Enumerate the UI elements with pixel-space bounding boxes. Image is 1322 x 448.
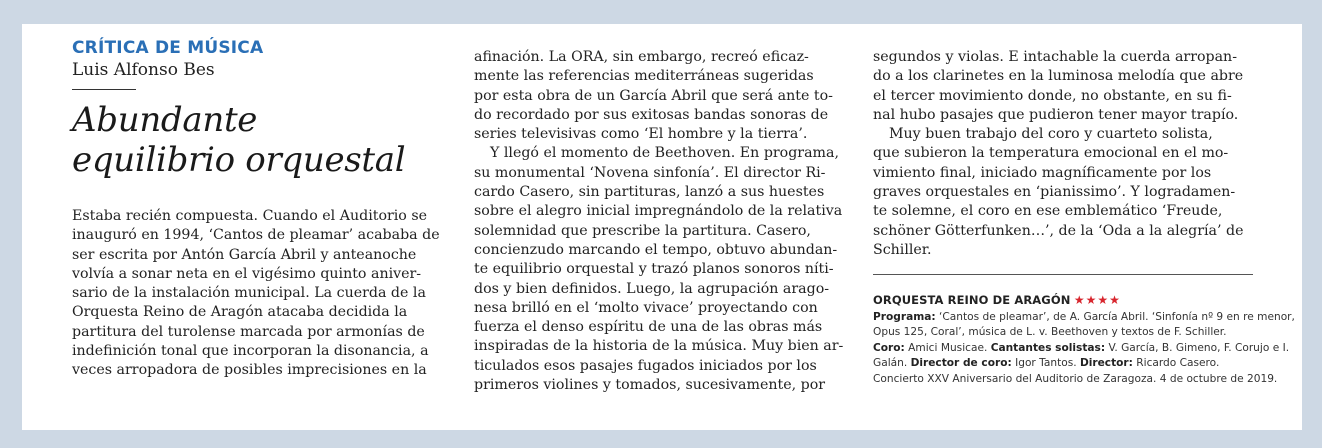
column-1 (72, 24, 452, 381)
text-line: dos y bien definidos. Luego, la agrupación arago- (474, 280, 830, 297)
text-line: sobre el alegro inicial impregnándolo de la relativa (474, 203, 843, 220)
dircoro-text: Igor Tantos. (1015, 357, 1077, 370)
text-line: Muy buen trabajo del coro y cuarteto solista, (889, 126, 1213, 143)
text-line: Estaba recién compuesta. Cuando el Auditorio se (72, 208, 428, 224)
text-line: series televisivas como ‘El hombre y la tierra’. (474, 126, 808, 143)
concierto-line: Concierto XXV Aniversario del Auditorio de Zaragoza. 4 de octubre de 2019. (873, 372, 1278, 385)
text-line: ticulados esos pasajes fugados iniciados por los (474, 357, 817, 374)
article-body-col1 (72, 207, 452, 381)
section-label: CRÍTICA DE MÚSICA (72, 38, 264, 58)
text-line: nesa brilló en el ‘molto vivace’ proyectando con (474, 299, 818, 316)
text-line: te solemne, el coro en ese emblemático ‘Freude, (873, 203, 1223, 220)
coro-label: Coro: (873, 341, 905, 354)
text-line: ser escrita por Antón García Abril y anteanoche (72, 246, 417, 263)
byline-divider (72, 89, 136, 90)
text-line: partitura del turolense marcada por armonías de (72, 323, 425, 340)
factbox-title: ORQUESTA REINO DE ARAGÓN (873, 293, 1071, 308)
author-byline: Luis Alfonso Bes (72, 60, 215, 80)
text-line: Schiller. (873, 241, 932, 258)
director-text: Ricardo Casero. (1136, 357, 1220, 370)
text-line: nal hubo pasajes que pudieron tener mayor trapío. (873, 106, 1239, 123)
rating-stars: ★★★★ (1073, 293, 1121, 308)
text-line: vimiento final, iniciado magníficamente por los (873, 164, 1212, 181)
text-line: afinación. La ORA, sin embargo, recreó eficaz- (474, 49, 809, 65)
text-line: schöner Götterfunken…’, de la ‘Oda a la alegría’ de (873, 222, 1244, 239)
programa-text-cont: Opus 125, Coral’, música de L. v. Beethoven y textos de F. Schiller. (873, 326, 1227, 339)
article-body-col3 (873, 48, 1253, 260)
solistas-label: Cantantes solistas: (990, 341, 1106, 354)
headline-line: Abundante (72, 100, 258, 140)
text-line: solemnidad que prescribe la partitura. Casero, (474, 222, 811, 239)
text-line: graves orquestales en ‘pianissimo’. Y logradamen- (873, 184, 1236, 201)
director-label: Director: (1079, 357, 1133, 370)
text-line: fuerza el denso espíritu de una de las obras más (474, 319, 823, 336)
solistas-text: V. García, B. Gimeno, F. Corujo e I. (1108, 341, 1290, 354)
text-line: por esta obra de un García Abril que será ante to- (474, 87, 833, 104)
dircoro-label: Director de coro: (910, 357, 1012, 370)
headline (72, 100, 452, 180)
text-line: do a los clarinetes en la luminosa melodía que abre (873, 68, 1244, 85)
text-line: el tercer movimiento donde, no obstante, en su fi- (873, 87, 1232, 104)
text-line: cardo Casero, sin partituras, lanzó a sus huestes (474, 184, 825, 201)
factbox-heading (873, 293, 1253, 310)
text-line: Y llegó el momento de Beethoven. En programa, (490, 145, 839, 162)
text-line: inauguró en 1994, ‘Cantos de pleamar’ acababa de (72, 227, 440, 244)
coro-text: Amici Musicae. (908, 341, 988, 354)
newspaper-clipping (22, 24, 1302, 430)
text-line: inspiradas de la historia de la música. Muy bien ar- (474, 338, 844, 355)
directors-line (873, 356, 1253, 372)
programa-text: ‘Cantos de pleamar’, de A. García Abril. ‘Sinfonía nº 9 en re menor, (939, 310, 1295, 323)
article-body-col2 (474, 48, 854, 395)
text-line: que subieron la temperatura emocional en el mo- (873, 145, 1229, 162)
column-3 (873, 24, 1295, 387)
text-line: veces arropadora de posibles imprecisiones en la (72, 362, 427, 379)
text-line: do recordado por sus exitosas bandas sonoras de (474, 106, 829, 123)
programa-label: Programa: (873, 310, 936, 323)
text-line: segundos y violas. E intachable la cuerda arropan- (873, 49, 1237, 65)
factbox-divider (873, 274, 1253, 275)
coro-line (873, 341, 1290, 357)
text-line: indefinición tonal que incorporan la disonancia, a (72, 343, 429, 360)
text-line: primeros violines y tomados, sucesivamente, por (474, 377, 826, 394)
text-line: concienzudo marcando el tempo, obtuvo abundan- (474, 241, 838, 258)
text-line: Orquesta Reino de Aragón atacaba decidida la (72, 304, 408, 321)
text-line: mente las referencias mediterráneas sugeridas (474, 68, 814, 85)
solistas-text-cont: Galán. (873, 357, 908, 370)
column-2 (474, 24, 854, 395)
concert-factbox (873, 293, 1295, 387)
text-line: su monumental ‘Novena sinfonía’. El director Ri- (474, 164, 826, 181)
headline-line: equilibrio orquestal (72, 140, 406, 180)
text-line: volvía a sonar neta en el vigésimo quinto aniver- (72, 265, 422, 282)
text-line: sario de la instalación municipal. La cuerda de la (72, 285, 426, 302)
text-line: te equilibrio orquestal y trazó planos sonoros níti- (474, 261, 834, 278)
programa-line (873, 310, 1295, 326)
